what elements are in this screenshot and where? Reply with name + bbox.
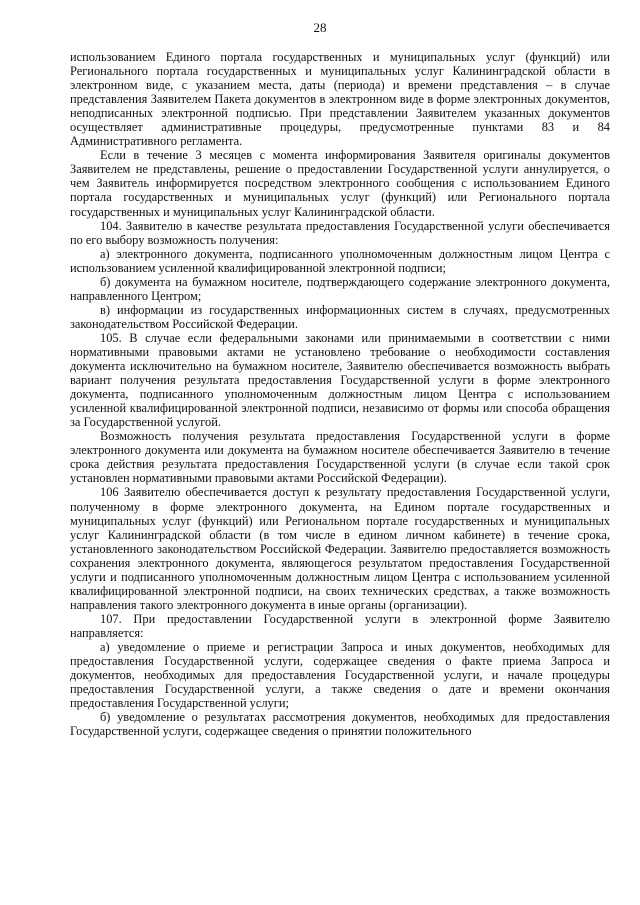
body-text xyxy=(70,50,610,738)
paragraph-104-c: в) информации из государственных информационных систем в случаях, предусмотренных законодательством Российской Федерации. xyxy=(70,302,610,331)
paragraph-105: 105. В случае если федеральными законами или принимаемыми в соответствии с ними нормативными правовыми актами не установлено требование о необходимости составления документа исключительно на бумажном носителе, Заявителю обеспечивается возможность выбрать вариант получения результата предоставления Государственной услуги в форме электронного документа, подписанного уполномоченным должностным лицом Центра с использованием усиленной квалифицированной электронной подписи, независимо от формы или способа обращения за Государственной услугой. xyxy=(70,330,610,430)
paragraph-107-a: а) уведомление о приеме и регистрации Запроса и иных документов, необходимых для предоставления Государственной услуги, содержащее сведения о факте приема Запроса и документов, необходимых для предоставления Государственной услуги, и начале процедуры предоставления Государственной услуги, а также сведения о дате и времени окончания предоставления Государственной услуги; xyxy=(70,639,610,711)
paragraph-continuation: использованием Единого портала государственных и муниципальных услуг (функций) или Регионального портала государственных и муниципальных услуг Калининградской области в электронном виде, с указанием места, даты (периода) и времени представления – в случае представления Заявителем Пакета документов в электронном виде в форме электронных документов, неподписанных электронной подписью. При представлении Заявителем указанных документов осуществляет административные процедуры, предусмотренные пунктами 83 и 84 Административного регламента. xyxy=(70,50,610,149)
paragraph-104: 104. Заявителю в качестве результата предоставления Государственной услуги обеспечивается по его выбору возможность получения: xyxy=(70,218,610,247)
paragraph-104-a: а) электронного документа, подписанного уполномоченным должностным лицом Центра с использованием усиленной квалифицированной электронной подписи; xyxy=(70,246,610,275)
paragraph-104-b: б) документа на бумажном носителе, подтверждающего содержание электронного документа, направленного Центром; xyxy=(70,274,610,303)
paragraph-107-b: б) уведомление о результатах рассмотрения документов, необходимых для предоставления Государственной услуги, содержащее сведения о принятии положительного xyxy=(70,710,610,739)
paragraph-three-months: Если в течение 3 месяцев с момента информирования Заявителя оригиналы документов Заявителем не представлены, решение о предоставлении Государственной услуги аннулируется, о чем Заявитель информируется посредством электронного сообщения с использованием Единого портала государственных и муниципальных услуг (функций) или Регионального портала государственных и муниципальных услуг Калининградской области. xyxy=(70,148,610,219)
page-number: 28 xyxy=(313,20,327,35)
paragraph-107: 107. При предоставлении Государственной услуги в электронной форме Заявителю направляется: xyxy=(70,611,610,640)
paragraph-106: 106 Заявителю обеспечивается доступ к результату предоставления Государственной услуги, полученному в форме электронного документа, на Едином портале государственных и муниципальных услуг (функций) или Региональном портале государственных и муниципальных услуг Калининградской области (в том числе в едином личном кабинете) в течение срока, установленного законодательством Российской Федерации. Заявителю предоставляется возможность сохранения электронного документа, являющегося результатом предоставления Государственной услуги и подписанного уполномоченным должностным лицом Центра с использованием усиленной квалифицированной электронной подписи, на своих технических средствах, а также возможность направления такого электронного документа в иные органы (организации). xyxy=(70,485,610,612)
paragraph-105-possibility: Возможность получения результата предоставления Государственной услуги в форме электронного документа или документа на бумажном носителе обеспечивается Заявителю в течение срока действия результата предоставления Государственной услуги (в случае если такой срок установлен нормативными правовыми актами Российской Федерации). xyxy=(70,429,610,486)
